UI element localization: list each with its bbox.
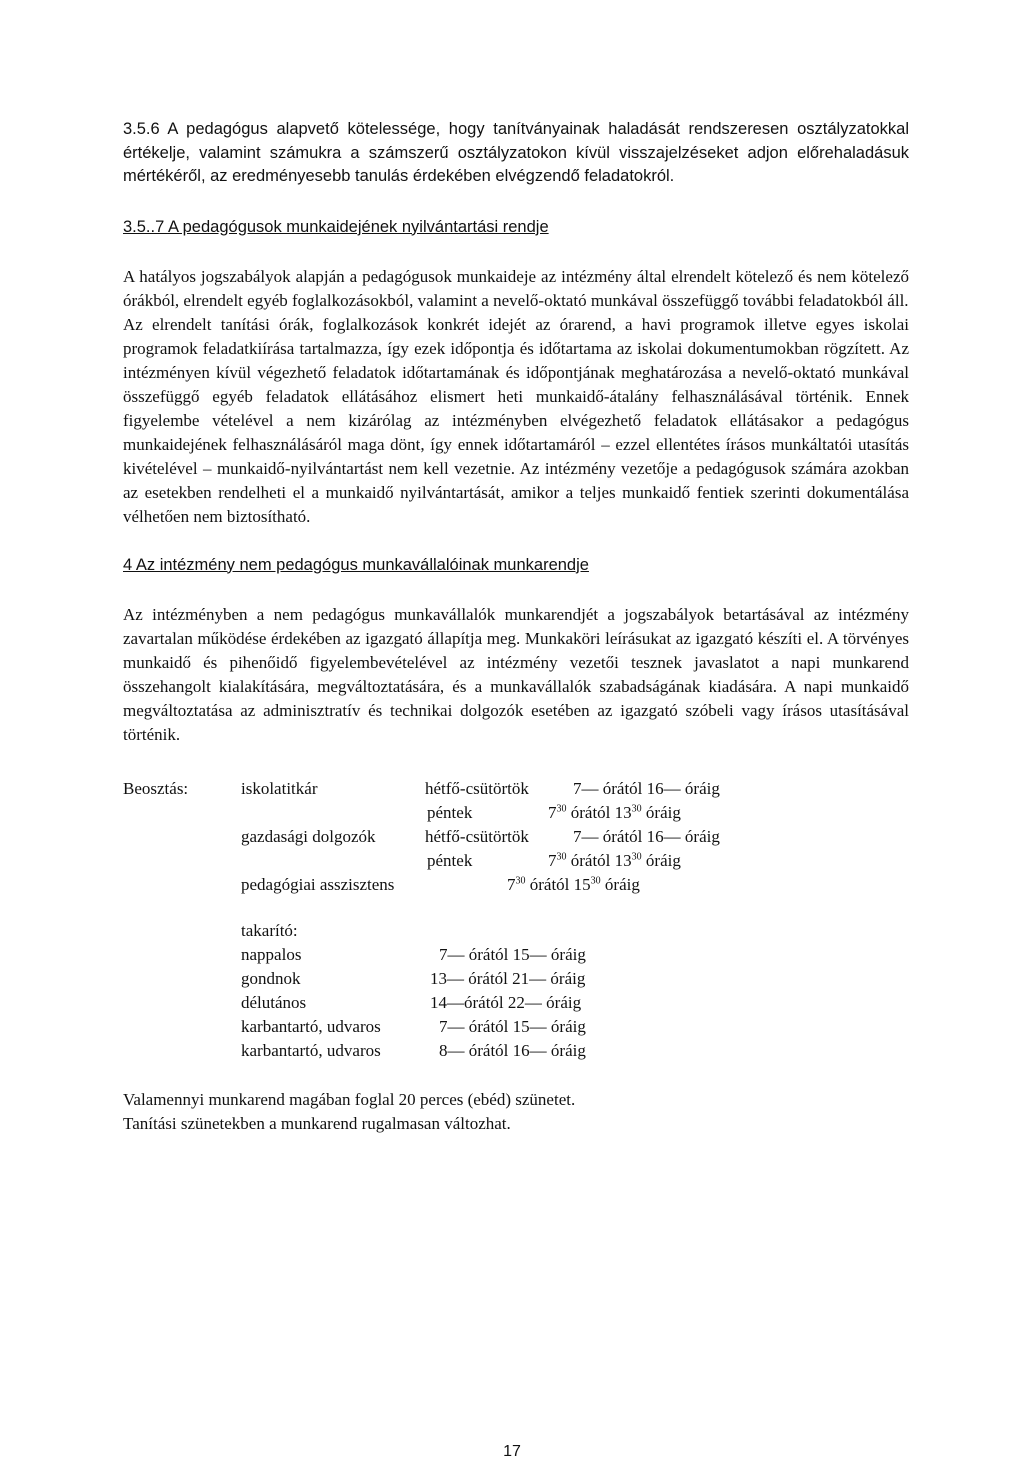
cleaning-role: karbantartó, udvaros xyxy=(241,1016,381,1036)
cleaning-time: 8— órától 16— óráig xyxy=(439,1040,586,1060)
cleaning-time: 14—órától 22— óráig xyxy=(430,992,582,1012)
schedule-role: pedagógiai asszisztens xyxy=(241,874,395,894)
section-3-5-7-paragraph-1: A hatályos jogszabályok alapján a pedagógusok munkaideje az intézmény által elrendelt kötelező és nem kötelező órákból, elrendelt egyéb foglalkozásokból, valamint a nevelő-oktató munkával összefüggő további feladatokból áll. xyxy=(123,266,909,310)
cleaning-role: nappalos xyxy=(241,944,302,964)
cleaning-role: gondnok xyxy=(241,968,301,988)
schedule-time: 7— órától 16— óráig xyxy=(573,778,720,798)
schedule-time: $7^{30}$ órától $15^{30}$ óráig xyxy=(507,874,640,894)
section-3-5-7-heading: 3.5..7 A pedagógusok munkaidejének nyilvántartási rendje xyxy=(123,217,549,236)
schedule-time: $7^{30}$ órától $13^{30}$ óráig xyxy=(548,850,681,870)
cleaning-time: 7— órától 15— óráig xyxy=(439,1016,586,1036)
schedule-role: iskolatitkár xyxy=(241,778,318,798)
cleaning-time: 7— órától 15— óráig xyxy=(439,944,586,964)
footer-note-1: Valamennyi munkarend magában foglal 20 perces (ebéd) szünetet. xyxy=(123,1089,576,1109)
page-number: 17 xyxy=(503,1443,521,1460)
cleaning-schedule xyxy=(123,919,909,1064)
section-3-5-7-paragraph-2: Az elrendelt tanítási órák, foglalkozások konkrét idejét az órarend, a havi programok illetve egyes iskolai programok feladatkiírása tartalmazza, így ezek időpontja és időtartama az iskolai dokumentumokban rögzített. Az intézményen kívül végezhető feladatok időtartamának és időpontjának meghatározása a nevelő-oktató munkával összefüggő egyéb feladatok ellátásához elismert heti munkaidő-átalány felhasználásával történik. Ennek figyelembe vételével a nem kizárólag az intézményben elvégezhető feladatok ellátásakor a pedagógus munkaidejének felhasználásáról maga dönt, így ennek időtartamáról – ezzel ellentétes írásos munkáltatói utasítás kivételével – munkaidő-nyilvántartást nem kell vezetnie. Az intézmény vezetője a pedagógusok számára azokban az esetekben rendelheti el a munkaidő nyilvántartását, amikor a teljes munkaidő fentiek szerinti dokumentálása vélhetően nem biztosítható. xyxy=(123,314,909,526)
schedule-label: Beosztás: xyxy=(123,778,189,798)
schedule-table xyxy=(123,777,909,907)
section-4-heading: 4 Az intézmény nem pedagógus munkavállalóinak munkarendje xyxy=(123,555,589,574)
cleaning-time: 13— órától 21— óráig xyxy=(430,968,586,988)
schedule-time: 7— órától 16— óráig xyxy=(573,826,720,846)
schedule-days: péntek xyxy=(427,802,473,822)
schedule-days: hétfő-csütörtök xyxy=(425,826,529,846)
footer-note-2: Tanítási szünetekben a munkarend rugalmasan változhat. xyxy=(123,1113,511,1133)
document-page xyxy=(123,118,909,1136)
cleaning-role: délutános xyxy=(241,992,307,1012)
cleaning-role: karbantartó, udvaros xyxy=(241,1040,381,1060)
section-3-5-6-paragraph: 3.5.6 A pedagógus alapvető kötelessége, hogy tanítványainak haladását rendszeresen osztályzatokkal értékelje, valamint számukra a számszerű osztályzatokon kívül visszajelzéseket adjon előrehaladásuk mértékéről, az eredményesebb tanulás érdekében elvégzendő feladatokról. xyxy=(123,120,909,185)
section-4-paragraph: Az intézményben a nem pedagógus munkavállalók munkarendjét a jogszabályok betartásával az intézmény zavartalan működése érdekében az igazgató állapítja meg. Munkaköri leírásukat az igazgató készíti el. A törvényes munkaidő és pihenőidő figyelembevételével az intézmény vezetői tesznek javaslatot a napi munkarend összehangolt kialakítására, megváltoztatására, és a munkavállalók szabadságának kiadására. A napi munkaidő megváltoztatása az adminisztratív és technikai dolgozók esetében az igazgató szóbeli vagy írásos utasításával történik. xyxy=(123,604,909,744)
schedule-days: hétfő-csütörtök xyxy=(425,778,529,798)
schedule-time: $7^{30}$ órától $13^{30}$ óráig xyxy=(548,802,681,822)
cleaning-title: takarító: xyxy=(241,920,298,940)
schedule-days: péntek xyxy=(427,850,473,870)
schedule-role: gazdasági dolgozók xyxy=(241,826,376,846)
